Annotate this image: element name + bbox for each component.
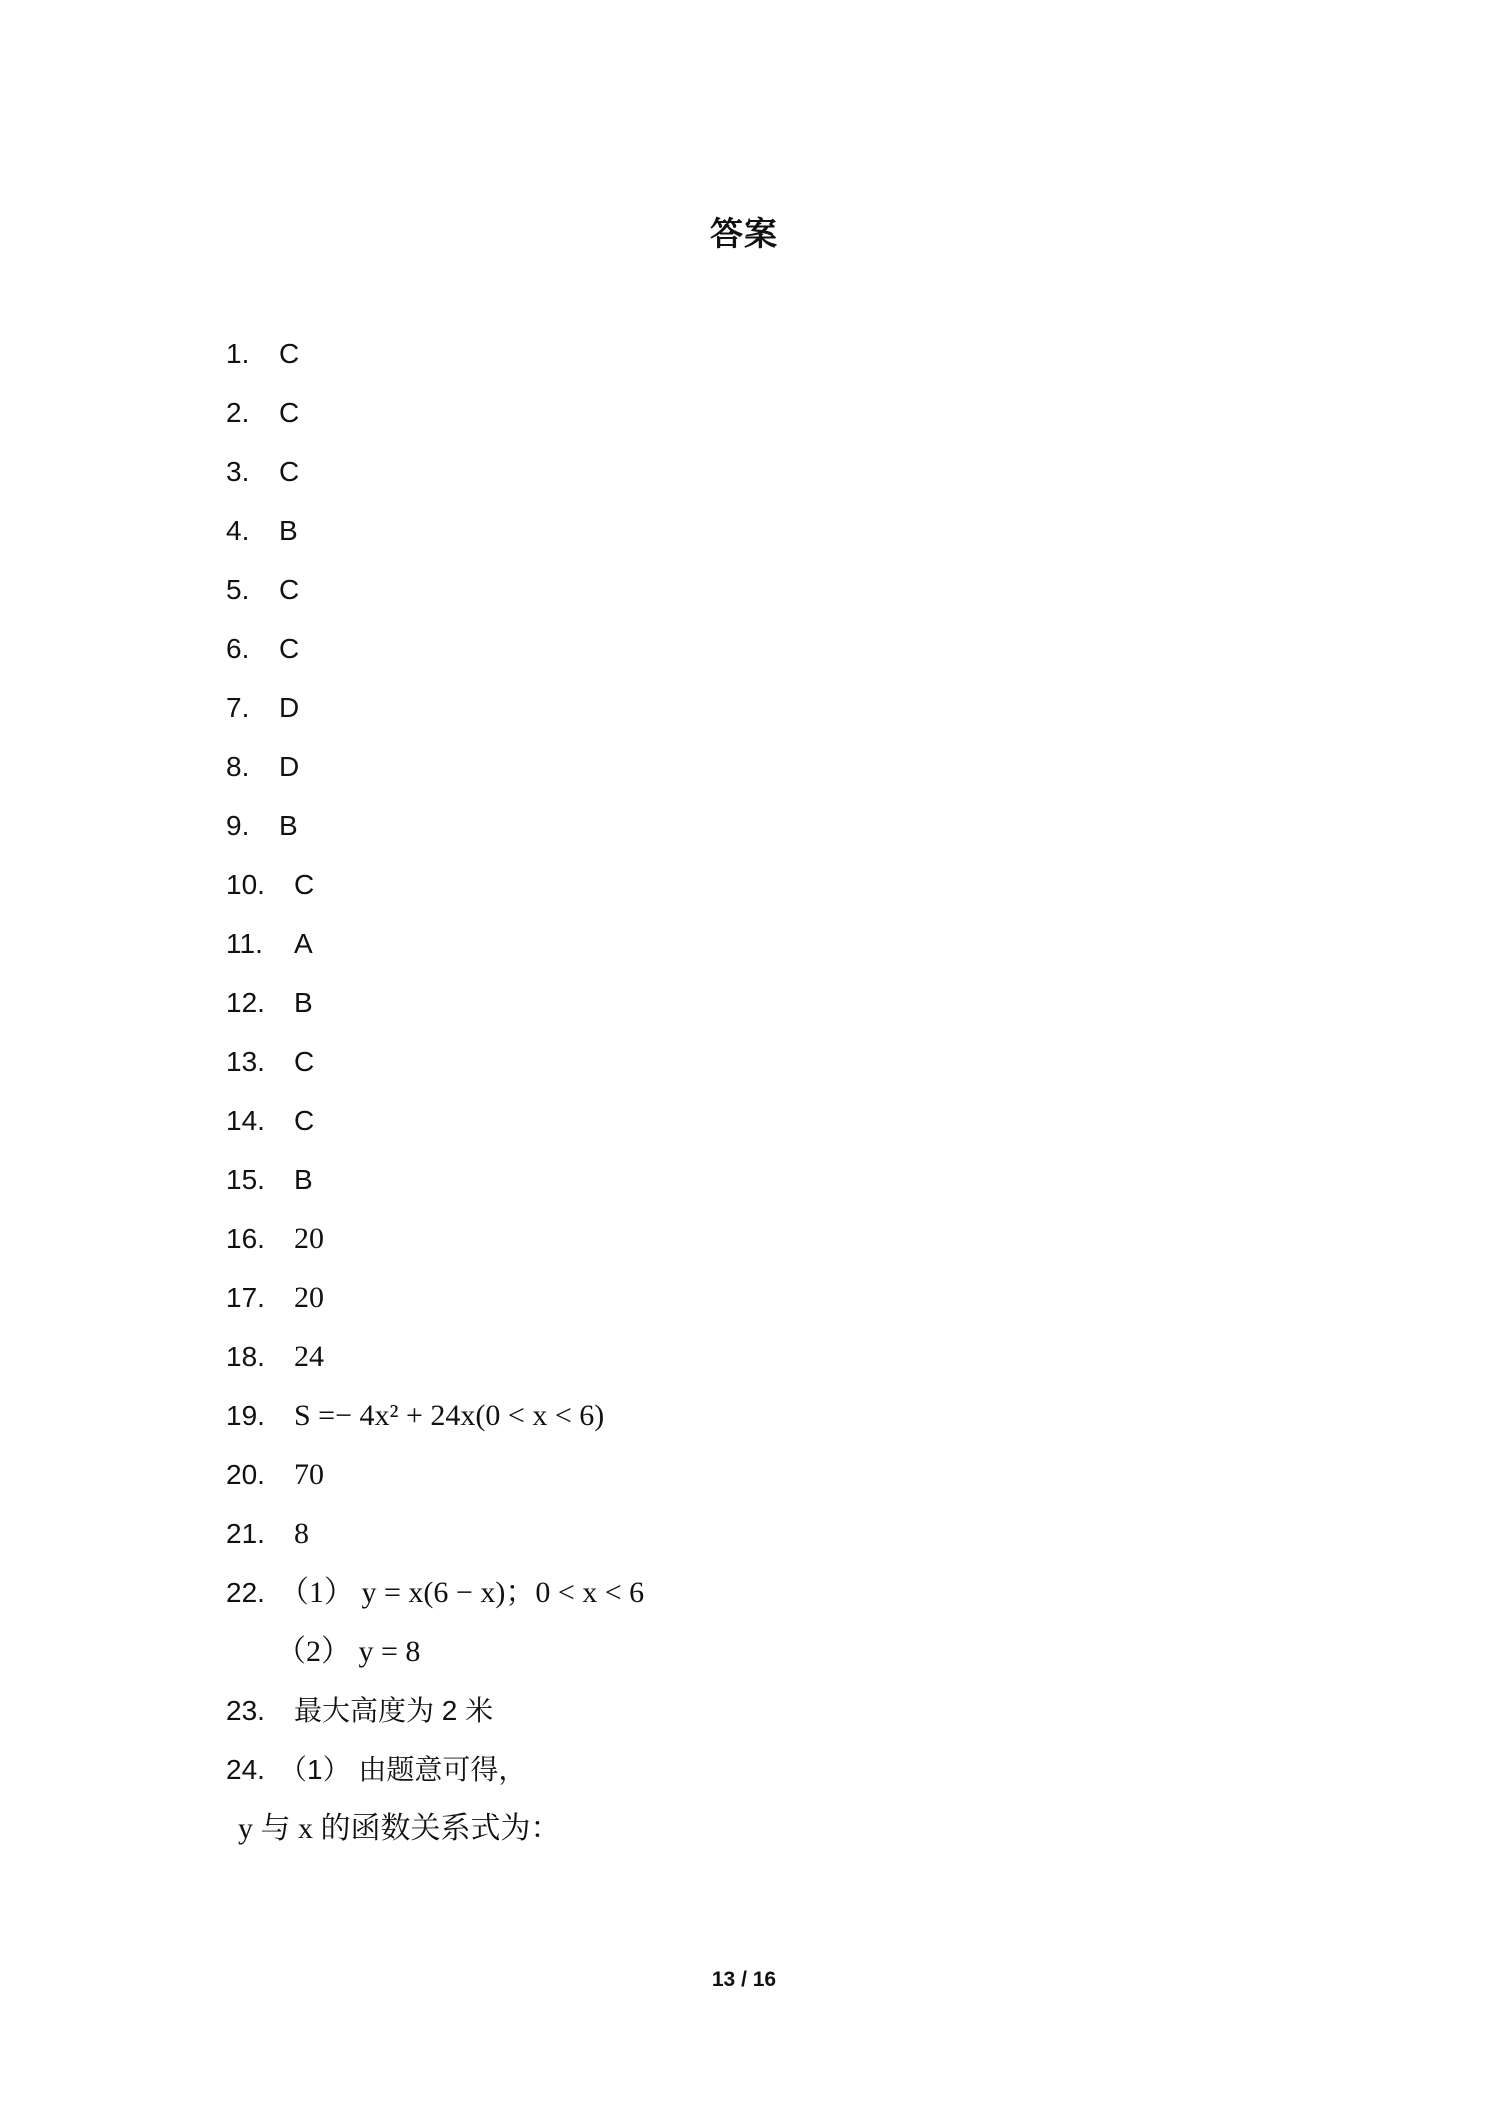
- answer-row-2: [226, 393, 1326, 452]
- answer-text: 70: [294, 1458, 324, 1491]
- answer-number: 2.: [226, 397, 250, 428]
- answer-row-11: [226, 924, 1326, 983]
- page-title: 答案: [710, 215, 778, 252]
- answer-text: 24: [294, 1340, 324, 1373]
- answer-text: C: [279, 456, 300, 487]
- answer-number: 9.: [226, 810, 250, 841]
- answer-row-9: [226, 806, 1326, 865]
- answer-number: 5.: [226, 574, 250, 605]
- answer-number: 3.: [226, 456, 250, 487]
- answer-number: 22.: [226, 1577, 265, 1608]
- answer-row-10: [226, 865, 1326, 924]
- answer-text: D: [279, 751, 300, 782]
- answer-row-19: [226, 1396, 1326, 1455]
- answer-text: y 与 x 的函数关系式为：: [238, 1812, 561, 1845]
- answer-number: 20.: [226, 1459, 265, 1490]
- answer-number: 19.: [226, 1400, 265, 1431]
- answer-row-12: [226, 983, 1326, 1042]
- answer-row-21: [226, 1514, 1326, 1573]
- answer-row-18: [226, 1337, 1326, 1396]
- page-number: 13 / 16: [711, 1968, 777, 1991]
- answer-number: 13.: [226, 1046, 265, 1077]
- answer-text: D: [279, 692, 300, 723]
- answer-number: 8.: [226, 751, 250, 782]
- answer-formula: （2） y = 8: [276, 1635, 421, 1668]
- answer-number: 18.: [226, 1341, 265, 1372]
- answer-text: （1） 由题意可得，: [279, 1754, 527, 1785]
- answer-row-7: [226, 688, 1326, 747]
- answer-row-8: [226, 747, 1326, 806]
- answer-text: C: [279, 397, 300, 428]
- answer-formula: S =− 4x² + 24x(0 < x < 6): [294, 1399, 605, 1432]
- answer-number: 12.: [226, 987, 265, 1018]
- answer-number: 23.: [226, 1695, 265, 1726]
- answer-row-4: [226, 511, 1326, 570]
- answer-row-24-continued: [226, 1809, 1326, 1868]
- answer-list: [226, 334, 1326, 1868]
- answer-number: 10.: [226, 869, 265, 900]
- answer-formula: （1） y = x(6 − x)；0 < x < 6: [279, 1576, 645, 1609]
- answer-row-24: [226, 1750, 1326, 1809]
- answer-text: B: [294, 987, 313, 1018]
- answer-number: 17.: [226, 1282, 265, 1313]
- answer-number: 7.: [226, 692, 250, 723]
- answer-text: 8: [294, 1517, 309, 1550]
- answer-text: B: [279, 810, 298, 841]
- answer-row-15: [226, 1160, 1326, 1219]
- answer-text: B: [279, 515, 298, 546]
- answer-text: B: [294, 1164, 313, 1195]
- answer-text: C: [294, 869, 315, 900]
- answer-text: 20: [294, 1281, 324, 1314]
- answer-number: 4.: [226, 515, 250, 546]
- answer-row-6: [226, 629, 1326, 688]
- answer-text: A: [294, 928, 313, 959]
- answer-row-22: [226, 1573, 1326, 1632]
- answer-text: 20: [294, 1222, 324, 1255]
- answer-row-20: [226, 1455, 1326, 1514]
- answer-row-3: [226, 452, 1326, 511]
- answer-row-16: [226, 1219, 1326, 1278]
- answer-number: 24.: [226, 1754, 265, 1785]
- answer-number: 1.: [226, 338, 250, 369]
- answer-text: C: [294, 1046, 315, 1077]
- answer-number: 6.: [226, 633, 250, 664]
- answer-number: 15.: [226, 1164, 265, 1195]
- answer-number: 16.: [226, 1223, 265, 1254]
- answer-row-13: [226, 1042, 1326, 1101]
- answer-row-14: [226, 1101, 1326, 1160]
- answer-row-5: [226, 570, 1326, 629]
- answer-number: 14.: [226, 1105, 265, 1136]
- answer-text: C: [279, 574, 300, 605]
- answer-row-1: [226, 334, 1326, 393]
- answer-number: 11.: [226, 928, 263, 959]
- answer-text: C: [294, 1105, 315, 1136]
- answer-row-23: [226, 1691, 1326, 1750]
- answer-text: C: [279, 633, 300, 664]
- answer-number: 21.: [226, 1518, 265, 1549]
- answer-text: C: [279, 338, 300, 369]
- answer-row-17: [226, 1278, 1326, 1337]
- answer-text: 最大高度为 2 米: [294, 1695, 494, 1726]
- answer-row-22-part-2: [226, 1632, 1326, 1691]
